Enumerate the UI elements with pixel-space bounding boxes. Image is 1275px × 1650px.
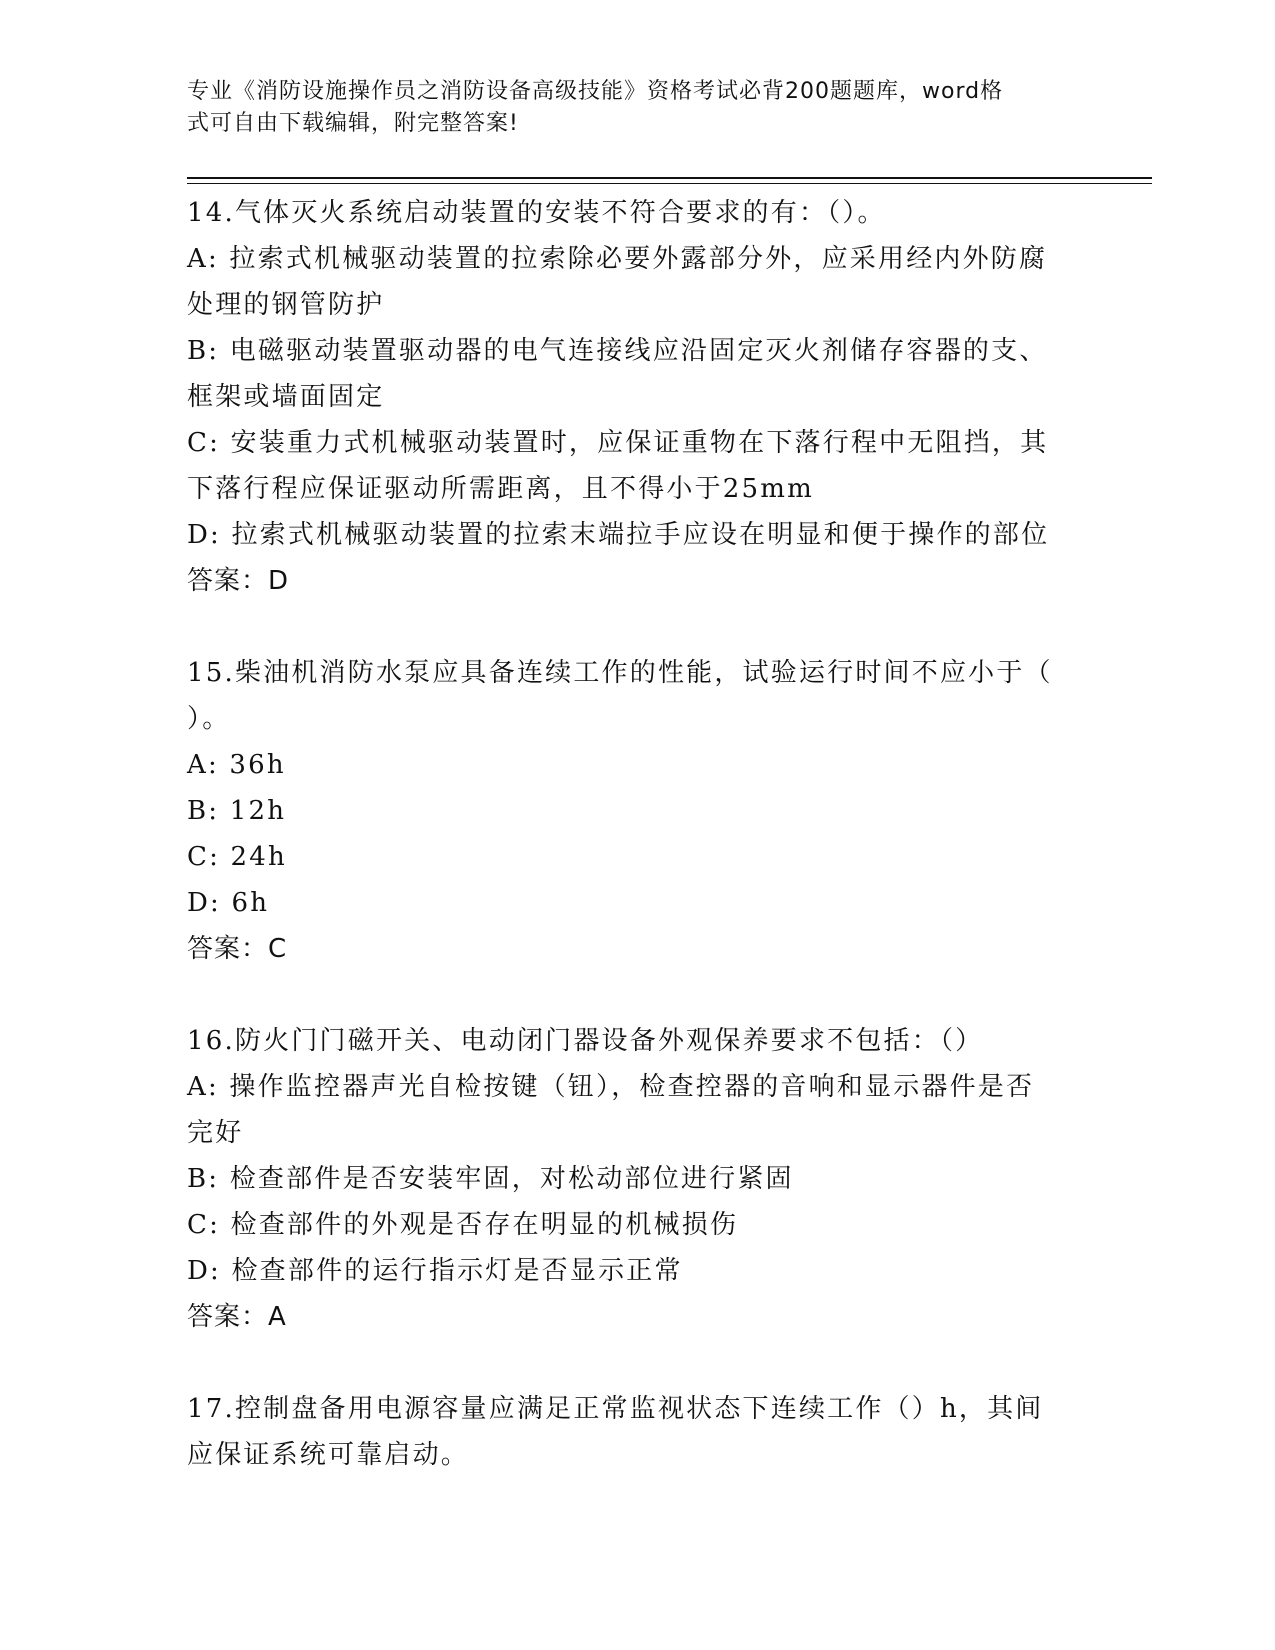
question-block bbox=[187, 650, 1077, 972]
option-a: A: 拉索式机械驱动装置的拉索除必要外露部分外，应采用经内外防腐 bbox=[187, 244, 1048, 274]
option-a: A: 操作监控器声光自检按键（钮），检查控器的音响和显示器件是否 bbox=[187, 1072, 1035, 1102]
header-line-2: 式可自由下载编辑，附完整答案! bbox=[187, 111, 519, 136]
option-d: D: 检查部件的运行指示灯是否显示正常 bbox=[187, 1256, 683, 1286]
question-stem: ）。 bbox=[187, 704, 231, 734]
question-block bbox=[187, 1386, 1077, 1478]
question-block bbox=[187, 190, 1077, 604]
answer-line: 答案：C bbox=[187, 934, 288, 964]
option-b: B: 电磁驱动装置驱动器的电气连接线应沿固定灭火剂储存容器的支、 bbox=[187, 336, 1048, 366]
header-divider-thin bbox=[187, 183, 1152, 184]
option-d: D: 6h bbox=[187, 888, 270, 918]
option-b: B: 检查部件是否安装牢固，对松动部位进行紧固 bbox=[187, 1164, 794, 1194]
option-a: 处理的钢管防护 bbox=[187, 290, 385, 320]
document-header bbox=[187, 76, 1067, 140]
question-list bbox=[187, 190, 1077, 1524]
question-stem: 15.柴油机消防水泵应具备连续工作的性能，试验运行时间不应小于（ bbox=[187, 658, 1053, 688]
option-a: 完好 bbox=[187, 1118, 244, 1148]
option-c: C: 检查部件的外观是否存在明显的机械损伤 bbox=[187, 1210, 739, 1240]
header-divider-thick bbox=[187, 177, 1152, 179]
option-d: D: 拉索式机械驱动装置的拉索末端拉手应设在明显和便于操作的部位 bbox=[187, 520, 1050, 550]
question-stem: 17.控制盘备用电源容量应满足正常监视状态下连续工作（）h，其间 bbox=[187, 1394, 1044, 1424]
answer-line: 答案：A bbox=[187, 1302, 287, 1332]
option-b: B: 12h bbox=[187, 796, 287, 826]
option-a: A: 36h bbox=[187, 750, 286, 780]
option-b: 框架或墙面固定 bbox=[187, 382, 385, 412]
header-line-1: 专业《消防设施操作员之消防设备高级技能》资格考试必背200题题库，word格 bbox=[187, 79, 1004, 104]
answer-line: 答案：D bbox=[187, 566, 290, 596]
option-c: C: 安装重力式机械驱动装置时，应保证重物在下落行程中无阻挡，其 bbox=[187, 428, 1049, 458]
question-stem: 应保证系统可靠启动。 bbox=[187, 1440, 470, 1470]
option-c: 下落行程应保证驱动所需距离，且不得小于25mm bbox=[187, 474, 814, 504]
question-block bbox=[187, 1018, 1077, 1340]
question-stem: 14.气体灭火系统启动装置的安装不符合要求的有：（）。 bbox=[187, 198, 886, 228]
option-c: C: 24h bbox=[187, 842, 287, 872]
question-stem: 16.防火门门磁开关、电动闭门器设备外观保养要求不包括：（） bbox=[187, 1026, 984, 1056]
